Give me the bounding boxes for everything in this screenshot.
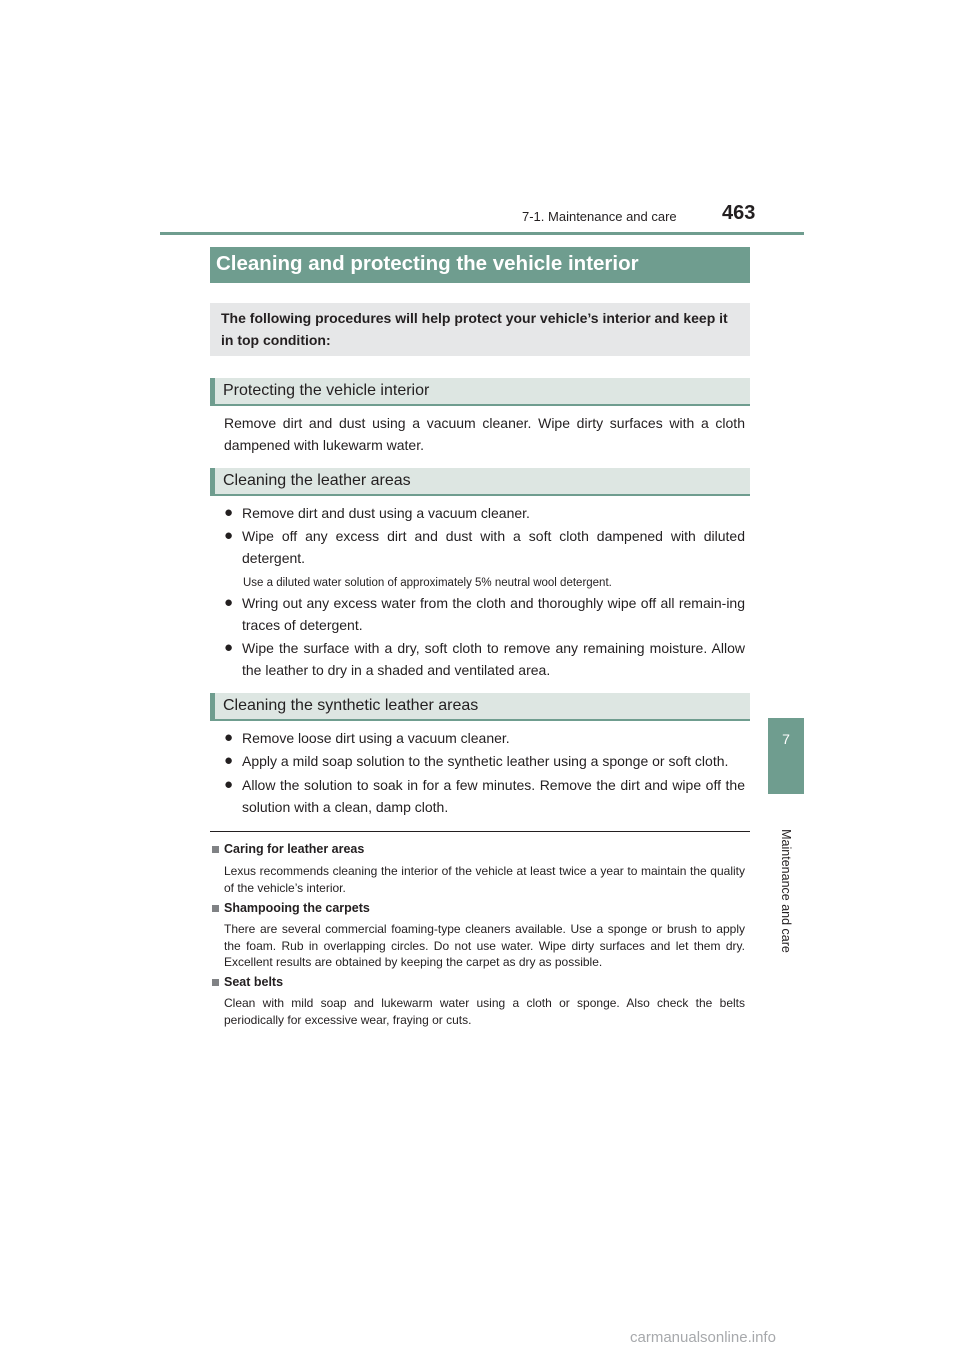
section-accent <box>210 693 215 721</box>
list-item: Wring out any excess water from the cloth and thoroughly wipe off all remain-ing traces of detergent. <box>242 595 745 633</box>
bullet-icon: ● <box>224 776 234 793</box>
note-text-seat-belts: Clean with mild soap and lukewarm water using a cloth or sponge. Also check the belts periodically for excessive wear, fraying or cuts. <box>224 996 745 1027</box>
list-item: Remove loose dirt using a vacuum cleaner. <box>242 730 510 746</box>
chapter-tab <box>768 718 804 794</box>
header-rule <box>160 232 804 235</box>
chapter-tab-label: Maintenance and care <box>779 829 793 953</box>
list-item: Allow the solution to soak in for a few minutes. Remove the dirt and wipe off the solution with a clean, damp cloth. <box>242 777 745 815</box>
section-heading-leather: Cleaning the leather areas <box>223 472 411 489</box>
inline-note: Use a diluted water solution of approximately 5% neutral wool detergent. <box>243 577 612 589</box>
note-heading-leather-care: Caring for leather areas <box>224 842 365 856</box>
paragraph-protecting: Remove dirt and dust using a vacuum cleaner. Wipe dirty surfaces with a cloth dampened with lukewarm water. <box>224 415 745 453</box>
note-square-icon <box>212 905 219 912</box>
note-heading-carpets: Shampooing the carpets <box>224 901 370 915</box>
section-accent <box>210 378 215 406</box>
note-square-icon <box>212 979 219 986</box>
bullet-icon: ● <box>224 504 234 521</box>
page-number: 463 <box>722 202 756 224</box>
list-item: Apply a mild soap solution to the synthetic leather using a sponge or soft cloth. <box>242 753 729 769</box>
chapter-tab-number: 7 <box>782 731 790 747</box>
bullet-icon: ● <box>224 639 234 656</box>
list-item: Remove dirt and dust using a vacuum cleaner. <box>242 505 530 521</box>
note-text-carpets: There are several commercial foaming-type cleaners available. Use a sponge or brush to apply the foam. Rub in overlapping circles. Do not use water. Wipe dirty surfaces and let them dry. Excellent results are obtained by keeping the carpet as dry as possible. <box>224 922 745 969</box>
page-title: Cleaning and protecting the vehicle interior <box>216 252 639 275</box>
watermark: carmanualsonline.info <box>630 1329 776 1346</box>
note-heading-seat-belts: Seat belts <box>224 975 284 989</box>
list-item: Wipe the surface with a dry, soft cloth to remove any remaining moisture. Allow the leather to dry in a shaded and ventilated area. <box>242 640 745 678</box>
section-heading-protecting: Protecting the vehicle interior <box>223 382 430 399</box>
note-square-icon <box>212 846 219 853</box>
note-text-leather-care: Lexus recommends cleaning the interior of the vehicle at least twice a year to maintain the quality of the vehicle’s interior. <box>224 864 745 895</box>
intro-text: The following procedures will help protect your vehicle’s interior and keep it in top condition: <box>221 310 728 348</box>
section-accent <box>210 468 215 496</box>
bullet-icon: ● <box>224 752 234 769</box>
section-heading-synthetic: Cleaning the synthetic leather areas <box>223 697 479 714</box>
bullet-icon: ● <box>224 729 234 746</box>
bullet-icon: ● <box>224 527 234 544</box>
list-item: Wipe off any excess dirt and dust with a soft cloth dampened with diluted detergent. <box>242 528 745 566</box>
notes-divider <box>210 831 750 832</box>
running-header-section: 7-1. Maintenance and care <box>522 209 677 224</box>
bullet-icon: ● <box>224 594 234 611</box>
